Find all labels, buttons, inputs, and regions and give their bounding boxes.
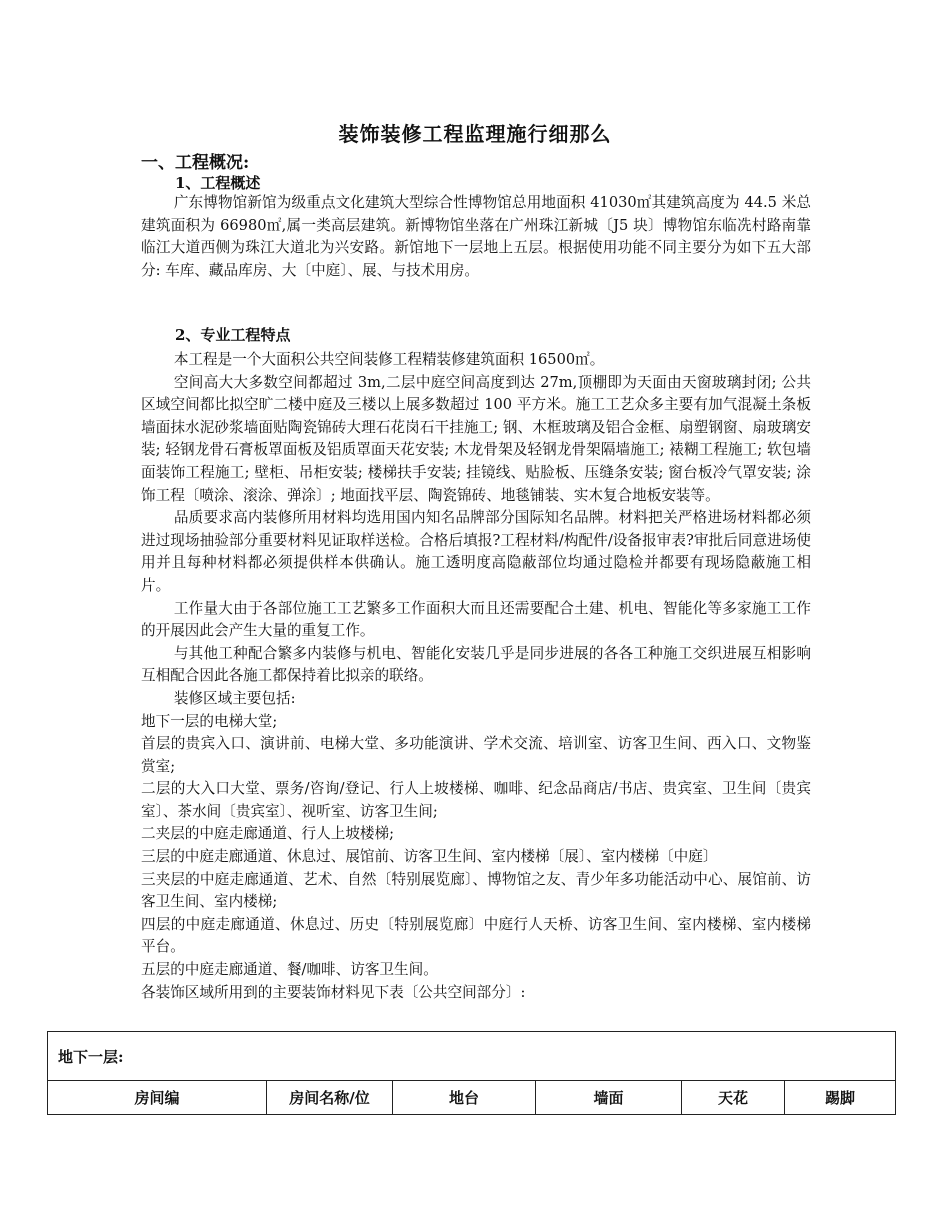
area-floor-2: 二层的大入口大堂、票务/咨询/登记、行人上坡楼梯、咖啡、纪念品商店/书店、贵宾室、卫生间〔贵宾室〕、茶水间〔贵宾室〕、视听室、访客卫生间;: [141, 780, 811, 820]
floor-label: 地下一层:: [48, 1032, 896, 1081]
table-header-row: [48, 1081, 896, 1115]
subsection-heading-overview: 1、工程概述: [175, 174, 261, 192]
header-floor: 地台: [393, 1081, 536, 1115]
paragraph-quality: 品质要求高内装修所用材料均选用国内知名品牌部分国际知名品牌。材料把关严格进场材料都必须进过现场抽验部分重要材料见证取样送检。合格后填报?工程材料/构配件/设备报审表?审批后同意进场使用并且每种材料都必须提供样本供确认。施工透明度高隐蔽部位均通过隐检并都要有现场隐蔽施工相片。: [141, 509, 811, 594]
paragraph-areas-intro: 装修区域主要包括:: [173, 689, 296, 707]
header-room-number: 房间编: [48, 1081, 267, 1115]
area-floor-5: 五层的中庭走廊通道、餐/咖啡、访客卫生间。: [141, 961, 438, 979]
overview-paragraph: 广东博物馆新馆为级重点文化建筑大型综合性博物馆总用地面积 41030㎡其建筑高度为 44.5 米总建筑面积为 66980㎡,属一类高层建筑。新博物馆坐落在广州珠江新城〔J5 块〕博物馆东临冼村路南靠临江大道西侧为珠江大道北为兴安路。新馆地下一层地上五层。根据使用功能不同主要分为如下五大部分: 车库、藏品库房、大〔中庭〕、展、与技术用房。: [141, 194, 811, 279]
header-skirting: 踢脚: [785, 1081, 896, 1115]
paragraph-coordination: 与其他工种配合繁多内装修与机电、智能化安装几乎是同步进展的各各工种施工交织进展互相影响互相配合因此各施工都保持着比拟亲的联络。: [141, 644, 811, 685]
subsection-heading-features: 2、专业工程特点: [175, 326, 291, 344]
table-intro: 各装饰区域所用到的主要装饰材料见下表〔公共空间部分〕:: [141, 983, 526, 1001]
materials-table: [47, 1031, 896, 1115]
paragraph-area: 本工程是一个大面积公共空间装修工程精装修建筑面积 16500㎡。: [173, 351, 605, 368]
area-floor-1: 首层的贵宾入口、演讲前、电梯大堂、多功能演讲、学术交流、培训室、访客卫生间、西入口、文物鉴赏室;: [141, 735, 811, 775]
document-title: 装饰装修工程监理施行细那么: [338, 122, 612, 146]
header-wall: 墙面: [536, 1081, 682, 1115]
table-floor-row: [48, 1032, 896, 1081]
area-mezzanine-2: 二夹层的中庭走廊通道、行人上坡楼梯;: [141, 825, 395, 843]
paragraph-workload: 工作量大由于各部位施工工艺繁多工作面积大而且还需要配合土建、机电、智能化等多家施工工作的开展因此会产生大量的重复工作。: [141, 599, 811, 640]
area-floor-4: 四层的中庭走廊通道、休息过、历史〔特别展览廊〕中庭行人天桥、访客卫生间、室内楼梯、室内楼梯平台。: [141, 915, 811, 956]
header-room-name: 房间名称/位: [267, 1081, 393, 1115]
area-mezzanine-3: 三夹层的中庭走廊通道、艺术、自然〔特别展览廊〕、博物馆之友、青少年多功能活动中心、展馆前、访客卫生间、室内楼梯;: [141, 870, 811, 911]
features-block: [141, 349, 811, 1004]
paragraph-space: 空间高大大多数空间都超过 3m,二层中庭空间高度到达 27m,顶棚即为天面由天窗玻璃封闭; 公共区域空间都比拟空旷二楼中庭及三楼以上展多数超过 100 平方米。施工工艺众多主要有加气混凝土条板墙面抹水泥砂浆墙面贴陶瓷锦砖大理石花岗石干挂施工; 钢、木框玻璃及铝合金框、扇塑钢窗、扇玻璃安装; 轻钢龙骨石膏板罩面板及铝质罩面天花安装; 木龙骨架及轻钢龙骨架隔墙施工; 裱糊工程施工; 软包墙面装饰工程施工; 壁柜、吊柜安装; 楼梯扶手安装; 挂镜线、贴脸板、压缝条安装; 窗台板冷气罩安装; 涂饰工程〔喷涂、滚涂、弹涂〕; 地面找平层、陶瓷锦砖、地毯铺装、实木复合地板安装等。: [141, 373, 811, 504]
overview-block: [141, 192, 811, 282]
section-heading-overview: 一、工程概况:: [141, 153, 250, 173]
materials-table-wrapper: [47, 1031, 895, 1115]
area-floor-3: 三层的中庭走廊通道、休息过、展馆前、访客卫生间、室内楼梯〔展〕、室内楼梯〔中庭〕: [141, 848, 718, 866]
header-ceiling: 天花: [682, 1081, 785, 1115]
area-basement: 地下一层的电梯大堂;: [141, 712, 278, 730]
